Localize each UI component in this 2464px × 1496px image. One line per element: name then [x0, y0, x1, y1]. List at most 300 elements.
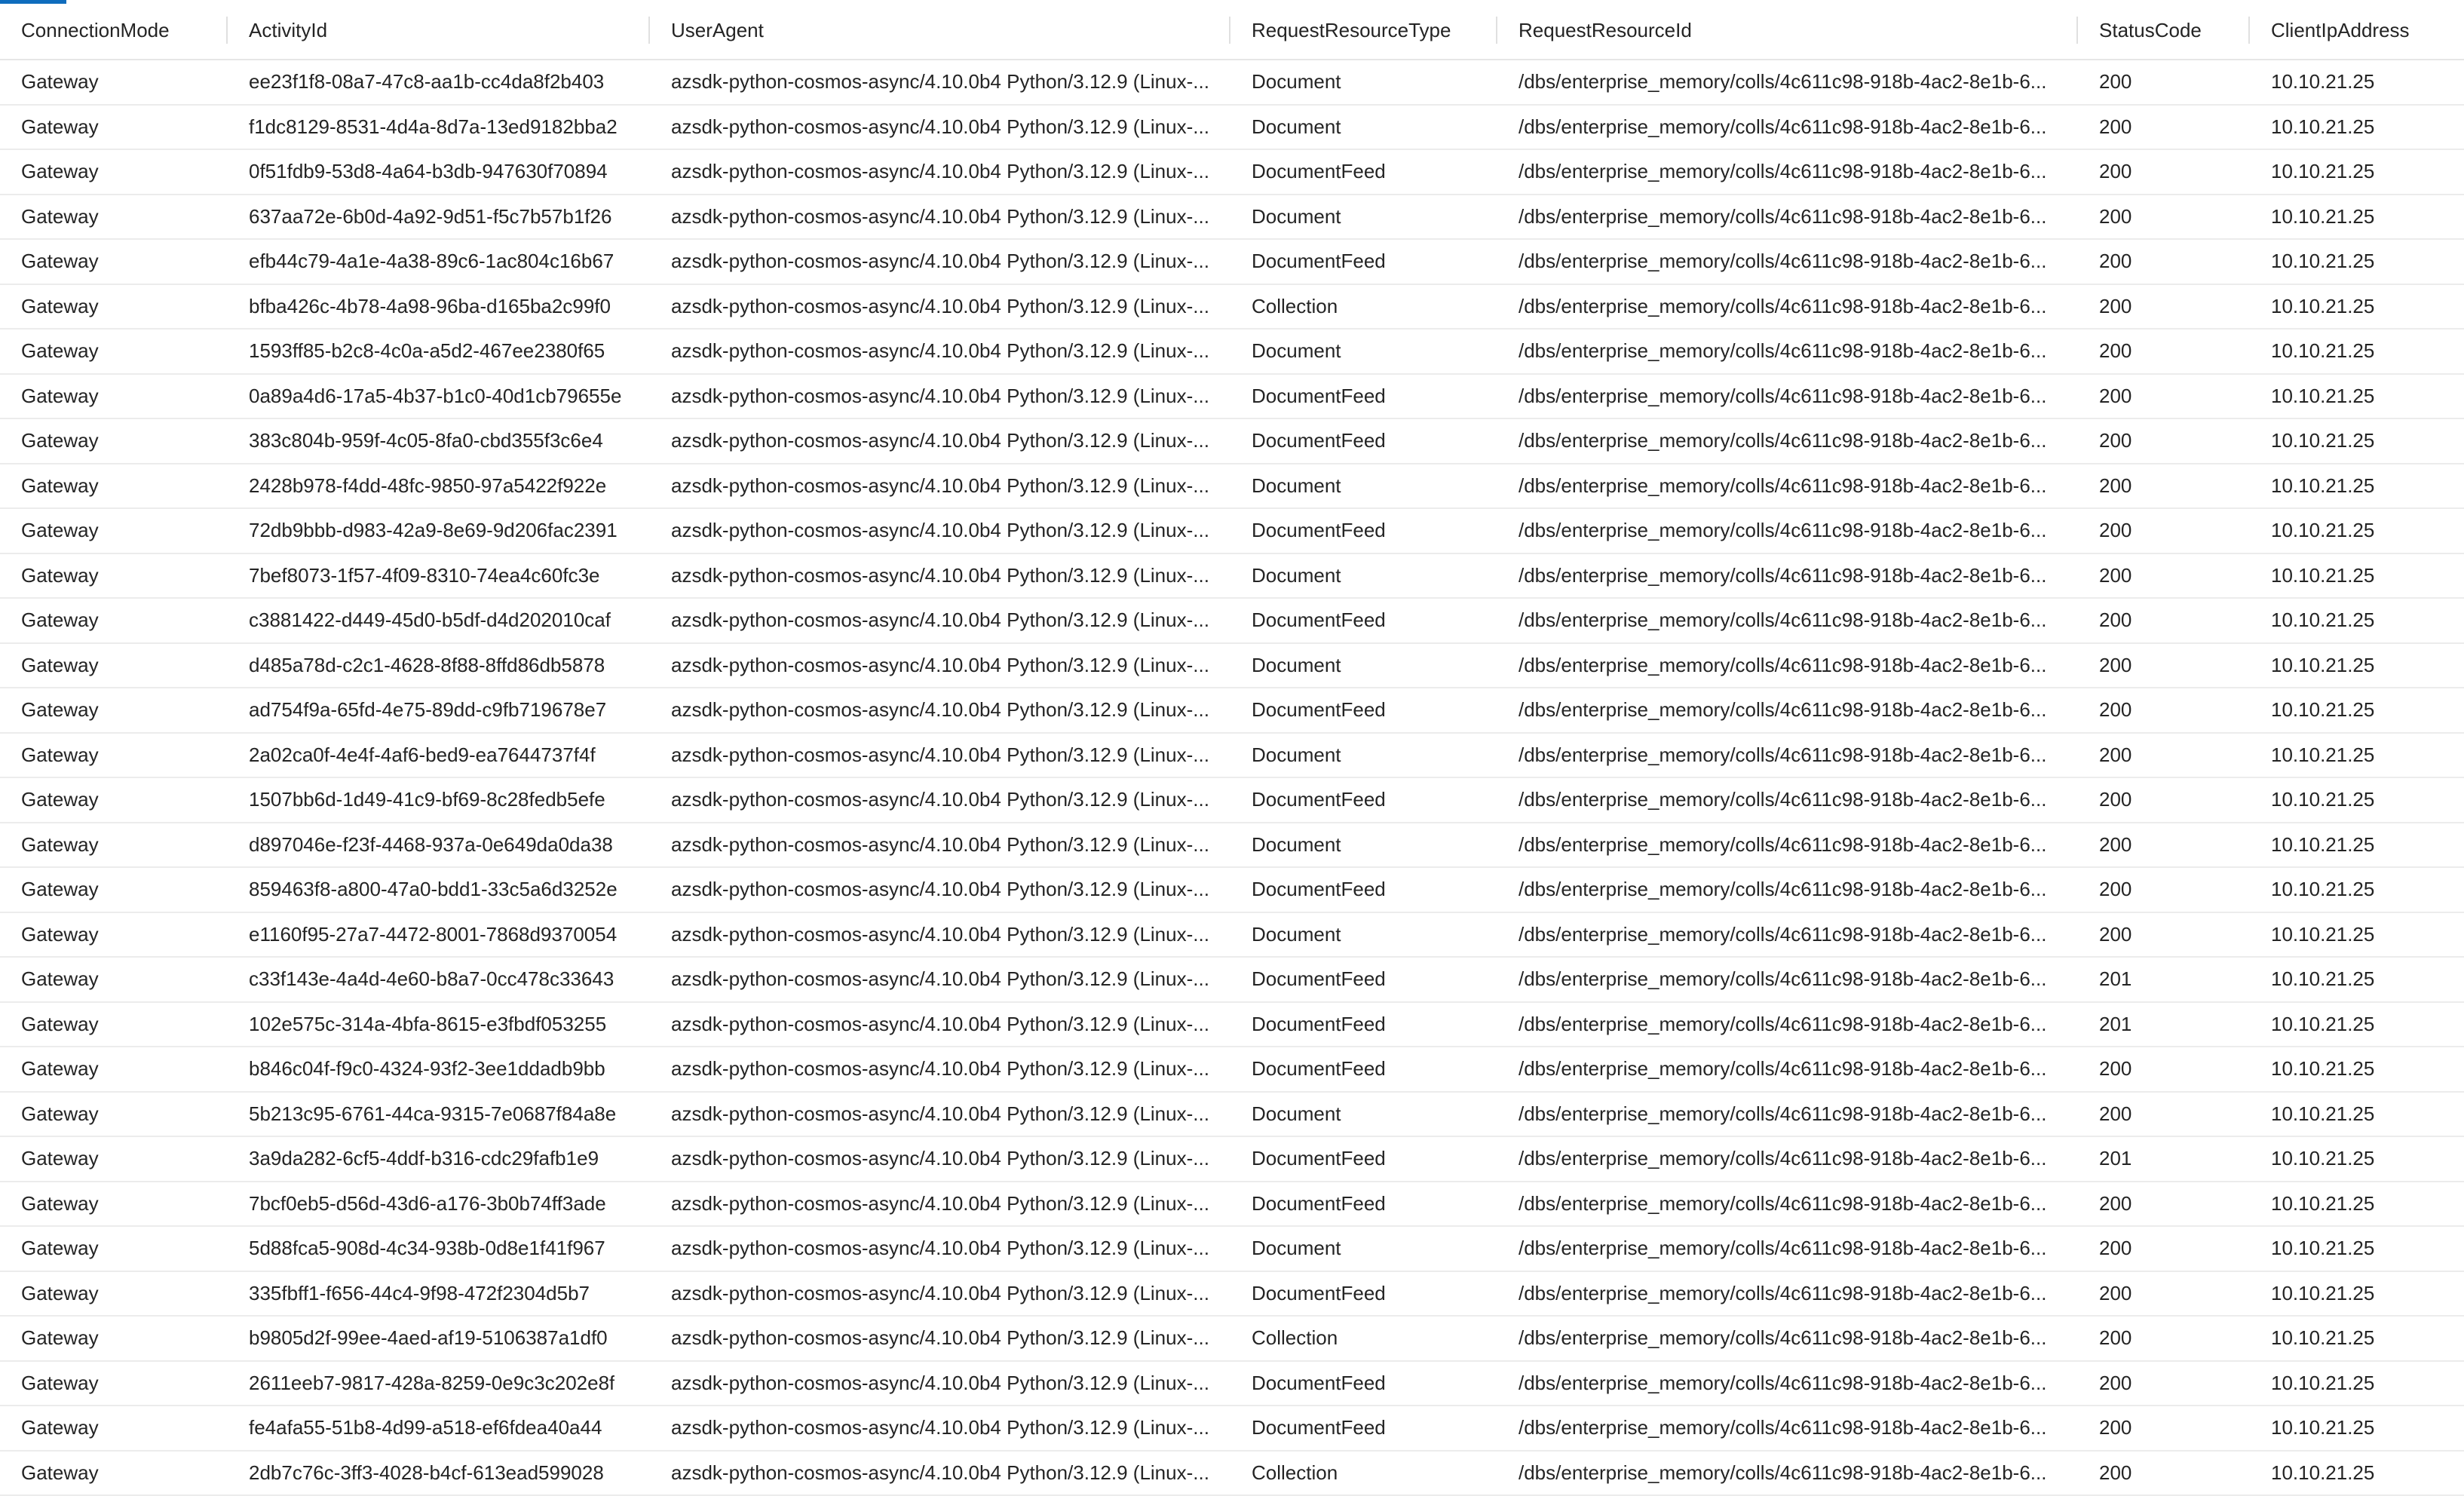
cell-request-resource-id[interactable]: [1497, 240, 2078, 284]
cell-status-code[interactable]: [2078, 60, 2250, 104]
cell-user-agent[interactable]: [650, 644, 1230, 688]
cell-connection-mode[interactable]: [0, 1406, 228, 1450]
table-row[interactable]: [0, 644, 2464, 689]
column-header-user-agent[interactable]: [650, 0, 1230, 59]
cell-status-code[interactable]: [2078, 150, 2250, 194]
cell-request-resource-id[interactable]: [1497, 1137, 2078, 1181]
cell-client-ip-address[interactable]: [2250, 1182, 2464, 1226]
cell-activity-id[interactable]: [228, 913, 650, 957]
cell-request-resource-type[interactable]: [1230, 599, 1497, 642]
table-row[interactable]: [0, 375, 2464, 420]
table-row[interactable]: [0, 240, 2464, 285]
cell-request-resource-type[interactable]: [1230, 1182, 1497, 1226]
cell-user-agent[interactable]: [650, 599, 1230, 642]
cell-status-code[interactable]: [2078, 958, 2250, 1001]
cell-request-resource-id[interactable]: [1497, 1093, 2078, 1136]
cell-request-resource-id[interactable]: [1497, 195, 2078, 239]
cell-client-ip-address[interactable]: [2250, 913, 2464, 957]
cell-connection-mode[interactable]: [0, 509, 228, 553]
cell-status-code[interactable]: [2078, 778, 2250, 822]
cell-text: Document: [1252, 474, 1341, 498]
cell-request-resource-id[interactable]: [1497, 1362, 2078, 1406]
table-row[interactable]: [0, 1362, 2464, 1407]
cell-user-agent[interactable]: [650, 1093, 1230, 1136]
cell-request-resource-id[interactable]: [1497, 1227, 2078, 1271]
cell-activity-id[interactable]: [228, 1317, 650, 1360]
cell-connection-mode[interactable]: [0, 464, 228, 508]
cell-request-resource-type[interactable]: [1230, 1227, 1497, 1271]
cell-text: 200: [2099, 923, 2131, 946]
cell-request-resource-type[interactable]: [1230, 1452, 1497, 1495]
table-row[interactable]: [0, 285, 2464, 330]
cell-client-ip-address[interactable]: [2250, 419, 2464, 463]
cell-client-ip-address[interactable]: [2250, 1137, 2464, 1181]
cell-client-ip-address[interactable]: [2250, 60, 2464, 104]
cell-request-resource-id[interactable]: [1497, 464, 2078, 508]
cell-status-code[interactable]: [2078, 734, 2250, 777]
table-row[interactable]: [0, 688, 2464, 734]
cell-activity-id[interactable]: [228, 464, 650, 508]
cell-user-agent[interactable]: [650, 1272, 1230, 1316]
table-row[interactable]: [0, 60, 2464, 106]
cell-user-agent[interactable]: [650, 823, 1230, 867]
cell-client-ip-address[interactable]: [2250, 958, 2464, 1001]
cell-client-ip-address[interactable]: [2250, 734, 2464, 777]
cell-request-resource-type[interactable]: [1230, 150, 1497, 194]
cell-text: 2a02ca0f-4e4f-4af6-bed9-ea7644737f4f: [249, 743, 596, 767]
cell-status-code[interactable]: [2078, 1182, 2250, 1226]
cell-connection-mode[interactable]: [0, 375, 228, 418]
cell-activity-id[interactable]: [228, 1003, 650, 1047]
table-row[interactable]: [0, 1406, 2464, 1452]
cell-request-resource-type[interactable]: [1230, 823, 1497, 867]
cell-connection-mode[interactable]: [0, 1003, 228, 1047]
cell-request-resource-id[interactable]: [1497, 375, 2078, 418]
cell-text: DocumentFeed: [1252, 1416, 1386, 1439]
table-row[interactable]: [0, 1093, 2464, 1138]
cell-request-resource-type[interactable]: [1230, 913, 1497, 957]
cell-status-code[interactable]: [2078, 1317, 2250, 1360]
cell-activity-id[interactable]: [228, 150, 650, 194]
cell-user-agent[interactable]: [650, 1317, 1230, 1360]
cell-text: azsdk-python-cosmos-async/4.10.0b4 Python/3.12.9 (Linux-...: [671, 654, 1209, 677]
table-row[interactable]: [0, 1003, 2464, 1048]
table-row[interactable]: [0, 464, 2464, 510]
cell-activity-id[interactable]: [228, 644, 650, 688]
cell-activity-id[interactable]: [228, 375, 650, 418]
cell-status-code[interactable]: [2078, 688, 2250, 732]
cell-text: 10.10.21.25: [2271, 564, 2374, 587]
cell-request-resource-type[interactable]: [1230, 868, 1497, 912]
cell-request-resource-id[interactable]: [1497, 285, 2078, 329]
cell-user-agent[interactable]: [650, 734, 1230, 777]
cell-user-agent[interactable]: [650, 419, 1230, 463]
cell-status-code[interactable]: [2078, 1452, 2250, 1495]
cell-activity-id[interactable]: [228, 330, 650, 373]
cell-client-ip-address[interactable]: [2250, 1452, 2464, 1495]
cell-request-resource-type[interactable]: [1230, 419, 1497, 463]
cell-request-resource-id[interactable]: [1497, 1182, 2078, 1226]
cell-client-ip-address[interactable]: [2250, 868, 2464, 912]
cell-text: b9805d2f-99ee-4aed-af19-5106387a1df0: [249, 1326, 608, 1350]
cell-request-resource-id[interactable]: [1497, 1047, 2078, 1091]
column-header-request-resource-id[interactable]: [1497, 0, 2078, 59]
cell-connection-mode[interactable]: [0, 734, 228, 777]
cell-request-resource-id[interactable]: [1497, 1317, 2078, 1360]
cell-connection-mode[interactable]: [0, 1093, 228, 1136]
cell-client-ip-address[interactable]: [2250, 240, 2464, 284]
cell-status-code[interactable]: [2078, 509, 2250, 553]
cell-request-resource-type[interactable]: [1230, 554, 1497, 598]
cell-client-ip-address[interactable]: [2250, 150, 2464, 194]
cell-connection-mode[interactable]: [0, 150, 228, 194]
cell-request-resource-id[interactable]: [1497, 554, 2078, 598]
cell-request-resource-type[interactable]: [1230, 734, 1497, 777]
cell-text: 10.10.21.25: [2271, 519, 2374, 542]
cell-user-agent[interactable]: [650, 375, 1230, 418]
cell-request-resource-type[interactable]: [1230, 240, 1497, 284]
cell-text: 10.10.21.25: [2271, 1057, 2374, 1081]
cell-request-resource-type[interactable]: [1230, 1093, 1497, 1136]
cell-text: 10.10.21.25: [2271, 698, 2374, 722]
cell-request-resource-id[interactable]: [1497, 1406, 2078, 1450]
cell-status-code[interactable]: [2078, 330, 2250, 373]
cell-text: Gateway: [21, 1326, 99, 1350]
cell-activity-id[interactable]: [228, 1272, 650, 1316]
cell-request-resource-type[interactable]: [1230, 1362, 1497, 1406]
cell-request-resource-type[interactable]: [1230, 285, 1497, 329]
cell-request-resource-type[interactable]: [1230, 375, 1497, 418]
cell-text: /dbs/enterprise_memory/colls/4c611c98-918b-4ac2-8e1b-6...: [1519, 250, 2046, 273]
cell-status-code[interactable]: [2078, 554, 2250, 598]
cell-user-agent[interactable]: [650, 240, 1230, 284]
cell-user-agent[interactable]: [650, 195, 1230, 239]
cell-request-resource-id[interactable]: [1497, 1272, 2078, 1316]
table-row[interactable]: [0, 958, 2464, 1003]
cell-request-resource-type[interactable]: [1230, 60, 1497, 104]
column-header-label: ClientIpAddress: [2271, 19, 2410, 41]
cell-connection-mode[interactable]: [0, 599, 228, 642]
cell-status-code[interactable]: [2078, 1137, 2250, 1181]
cell-request-resource-type[interactable]: [1230, 1317, 1497, 1360]
cell-request-resource-type[interactable]: [1230, 1137, 1497, 1181]
cell-connection-mode[interactable]: [0, 419, 228, 463]
cell-connection-mode[interactable]: [0, 958, 228, 1001]
cell-request-resource-type[interactable]: [1230, 464, 1497, 508]
cell-user-agent[interactable]: [650, 285, 1230, 329]
cell-request-resource-id[interactable]: [1497, 330, 2078, 373]
cell-user-agent[interactable]: [650, 509, 1230, 553]
cell-connection-mode[interactable]: [0, 1047, 228, 1091]
cell-text: Gateway: [21, 654, 99, 677]
cell-user-agent[interactable]: [650, 778, 1230, 822]
table-row[interactable]: [0, 330, 2464, 375]
cell-activity-id[interactable]: [228, 688, 650, 732]
cell-client-ip-address[interactable]: [2250, 823, 2464, 867]
cell-text: /dbs/enterprise_memory/colls/4c611c98-918b-4ac2-8e1b-6...: [1519, 1282, 2046, 1305]
cell-client-ip-address[interactable]: [2250, 1317, 2464, 1360]
cell-connection-mode[interactable]: [0, 554, 228, 598]
cell-activity-id[interactable]: [228, 823, 650, 867]
cell-user-agent[interactable]: [650, 868, 1230, 912]
cell-text: 2611eeb7-9817-428a-8259-0e9c3c202e8f: [249, 1372, 614, 1395]
table-row[interactable]: [0, 554, 2464, 599]
cell-connection-mode[interactable]: [0, 823, 228, 867]
cell-user-agent[interactable]: [650, 464, 1230, 508]
cell-client-ip-address[interactable]: [2250, 464, 2464, 508]
cell-client-ip-address[interactable]: [2250, 1003, 2464, 1047]
table-row[interactable]: [0, 419, 2464, 464]
cell-activity-id[interactable]: [228, 1047, 650, 1091]
cell-activity-id[interactable]: [228, 599, 650, 642]
cell-request-resource-type[interactable]: [1230, 1003, 1497, 1047]
cell-request-resource-type[interactable]: [1230, 778, 1497, 822]
cell-text: azsdk-python-cosmos-async/4.10.0b4 Python/3.12.9 (Linux-...: [671, 295, 1209, 318]
cell-user-agent[interactable]: [650, 1452, 1230, 1495]
cell-text: /dbs/enterprise_memory/colls/4c611c98-918b-4ac2-8e1b-6...: [1519, 923, 2046, 946]
cell-activity-id[interactable]: [228, 1182, 650, 1226]
cell-text: azsdk-python-cosmos-async/4.10.0b4 Python/3.12.9 (Linux-...: [671, 923, 1209, 946]
cell-request-resource-type[interactable]: [1230, 644, 1497, 688]
cell-activity-id[interactable]: [228, 868, 650, 912]
cell-client-ip-address[interactable]: [2250, 1406, 2464, 1450]
cell-client-ip-address[interactable]: [2250, 599, 2464, 642]
table-row[interactable]: [0, 1137, 2464, 1182]
cell-text: /dbs/enterprise_memory/colls/4c611c98-918b-4ac2-8e1b-6...: [1519, 1237, 2046, 1260]
cell-request-resource-type[interactable]: [1230, 195, 1497, 239]
cell-user-agent[interactable]: [650, 1227, 1230, 1271]
column-header-request-resource-type[interactable]: [1230, 0, 1497, 59]
cell-request-resource-type[interactable]: [1230, 509, 1497, 553]
cell-activity-id[interactable]: [228, 240, 650, 284]
cell-text: 10.10.21.25: [2271, 250, 2374, 273]
cell-activity-id[interactable]: [228, 106, 650, 149]
cell-status-code[interactable]: [2078, 599, 2250, 642]
table-row[interactable]: [0, 778, 2464, 823]
cell-request-resource-id[interactable]: [1497, 644, 2078, 688]
table-row[interactable]: [0, 1227, 2464, 1272]
cell-status-code[interactable]: [2078, 419, 2250, 463]
cell-user-agent[interactable]: [650, 150, 1230, 194]
cell-user-agent[interactable]: [650, 1047, 1230, 1091]
cell-client-ip-address[interactable]: [2250, 1272, 2464, 1316]
cell-request-resource-id[interactable]: [1497, 60, 2078, 104]
cell-text: 10.10.21.25: [2271, 474, 2374, 498]
column-header-activity-id[interactable]: [228, 0, 650, 59]
cell-connection-mode[interactable]: [0, 240, 228, 284]
cell-request-resource-type[interactable]: [1230, 958, 1497, 1001]
cell-request-resource-type[interactable]: [1230, 688, 1497, 732]
cell-request-resource-type[interactable]: [1230, 106, 1497, 149]
cell-text: /dbs/enterprise_memory/colls/4c611c98-918b-4ac2-8e1b-6...: [1519, 295, 2046, 318]
cell-client-ip-address[interactable]: [2250, 644, 2464, 688]
cell-connection-mode[interactable]: [0, 106, 228, 149]
cell-text: Gateway: [21, 923, 99, 946]
cell-request-resource-type[interactable]: [1230, 1406, 1497, 1450]
cell-connection-mode[interactable]: [0, 285, 228, 329]
column-header-client-ip-address[interactable]: [2250, 0, 2464, 59]
table-row[interactable]: [0, 1272, 2464, 1317]
cell-connection-mode[interactable]: [0, 330, 228, 373]
cell-status-code[interactable]: [2078, 868, 2250, 912]
table-row[interactable]: [0, 1047, 2464, 1093]
cell-activity-id[interactable]: [228, 285, 650, 329]
cell-status-code[interactable]: [2078, 1406, 2250, 1450]
cell-activity-id[interactable]: [228, 1406, 650, 1450]
cell-user-agent[interactable]: [650, 958, 1230, 1001]
cell-client-ip-address[interactable]: [2250, 554, 2464, 598]
cell-status-code[interactable]: [2078, 1272, 2250, 1316]
cell-status-code[interactable]: [2078, 285, 2250, 329]
cell-text: DocumentFeed: [1252, 698, 1386, 722]
cell-user-agent[interactable]: [650, 688, 1230, 732]
cell-status-code[interactable]: [2078, 106, 2250, 149]
cell-connection-mode[interactable]: [0, 688, 228, 732]
cell-activity-id[interactable]: [228, 1452, 650, 1495]
cell-status-code[interactable]: [2078, 1003, 2250, 1047]
cell-request-resource-id[interactable]: [1497, 509, 2078, 553]
cell-text: /dbs/enterprise_memory/colls/4c611c98-918b-4ac2-8e1b-6...: [1519, 1102, 2046, 1126]
cell-status-code[interactable]: [2078, 913, 2250, 957]
cell-status-code[interactable]: [2078, 375, 2250, 418]
column-header-connection-mode[interactable]: [0, 0, 228, 59]
cell-client-ip-address[interactable]: [2250, 1227, 2464, 1271]
cell-activity-id[interactable]: [228, 419, 650, 463]
cell-text: 10.10.21.25: [2271, 878, 2374, 901]
table-row[interactable]: [0, 1452, 2464, 1496]
cell-connection-mode[interactable]: [0, 778, 228, 822]
table-row[interactable]: [0, 599, 2464, 644]
cell-user-agent[interactable]: [650, 60, 1230, 104]
cell-connection-mode[interactable]: [0, 60, 228, 104]
cell-connection-mode[interactable]: [0, 1137, 228, 1181]
cell-connection-mode[interactable]: [0, 1317, 228, 1360]
cell-request-resource-id[interactable]: [1497, 106, 2078, 149]
cell-user-agent[interactable]: [650, 1182, 1230, 1226]
cell-user-agent[interactable]: [650, 1406, 1230, 1450]
cell-request-resource-type[interactable]: [1230, 330, 1497, 373]
cell-connection-mode[interactable]: [0, 1227, 228, 1271]
cell-user-agent[interactable]: [650, 1362, 1230, 1406]
cell-text: DocumentFeed: [1252, 967, 1386, 991]
cell-text: Collection: [1252, 1461, 1338, 1485]
cell-status-code[interactable]: [2078, 1047, 2250, 1091]
table-row[interactable]: [0, 868, 2464, 913]
cell-activity-id[interactable]: [228, 509, 650, 553]
cell-text: /dbs/enterprise_memory/colls/4c611c98-918b-4ac2-8e1b-6...: [1519, 878, 2046, 901]
table-row[interactable]: [0, 195, 2464, 241]
cell-client-ip-address[interactable]: [2250, 285, 2464, 329]
cell-text: 10.10.21.25: [2271, 1372, 2374, 1395]
cell-activity-id[interactable]: [228, 195, 650, 239]
cell-request-resource-id[interactable]: [1497, 823, 2078, 867]
cell-request-resource-id[interactable]: [1497, 958, 2078, 1001]
cell-activity-id[interactable]: [228, 60, 650, 104]
cell-status-code[interactable]: [2078, 1227, 2250, 1271]
cell-connection-mode[interactable]: [0, 195, 228, 239]
cell-status-code[interactable]: [2078, 1093, 2250, 1136]
cell-text: Gateway: [21, 967, 99, 991]
cell-request-resource-id[interactable]: [1497, 1003, 2078, 1047]
cell-connection-mode[interactable]: [0, 1272, 228, 1316]
table-row[interactable]: [0, 1182, 2464, 1228]
cell-client-ip-address[interactable]: [2250, 330, 2464, 373]
cell-client-ip-address[interactable]: [2250, 509, 2464, 553]
cell-text: azsdk-python-cosmos-async/4.10.0b4 Python/3.12.9 (Linux-...: [671, 1192, 1209, 1216]
cell-client-ip-address[interactable]: [2250, 1362, 2464, 1406]
cell-client-ip-address[interactable]: [2250, 375, 2464, 418]
cell-activity-id[interactable]: [228, 1362, 650, 1406]
cell-status-code[interactable]: [2078, 195, 2250, 239]
cell-text: azsdk-python-cosmos-async/4.10.0b4 Python/3.12.9 (Linux-...: [671, 1416, 1209, 1439]
cell-client-ip-address[interactable]: [2250, 195, 2464, 239]
cell-client-ip-address[interactable]: [2250, 1047, 2464, 1091]
cell-user-agent[interactable]: [650, 913, 1230, 957]
cell-request-resource-id[interactable]: [1497, 778, 2078, 822]
cell-client-ip-address[interactable]: [2250, 1093, 2464, 1136]
cell-request-resource-id[interactable]: [1497, 688, 2078, 732]
cell-request-resource-id[interactable]: [1497, 734, 2078, 777]
table-row[interactable]: [0, 913, 2464, 958]
cell-status-code[interactable]: [2078, 464, 2250, 508]
cell-activity-id[interactable]: [228, 1093, 650, 1136]
cell-request-resource-id[interactable]: [1497, 150, 2078, 194]
cell-connection-mode[interactable]: [0, 1452, 228, 1495]
table-row[interactable]: [0, 1317, 2464, 1362]
cell-activity-id[interactable]: [228, 778, 650, 822]
table-row[interactable]: [0, 734, 2464, 779]
cell-client-ip-address[interactable]: [2250, 106, 2464, 149]
cell-request-resource-type[interactable]: [1230, 1272, 1497, 1316]
cell-text: 383c804b-959f-4c05-8fa0-cbd355f3c6e4: [249, 429, 603, 452]
cell-connection-mode[interactable]: [0, 913, 228, 957]
table-row[interactable]: [0, 106, 2464, 151]
column-header-status-code[interactable]: [2078, 0, 2250, 59]
cell-status-code[interactable]: [2078, 1362, 2250, 1406]
cell-connection-mode[interactable]: [0, 868, 228, 912]
cell-status-code[interactable]: [2078, 644, 2250, 688]
cell-activity-id[interactable]: [228, 734, 650, 777]
cell-status-code[interactable]: [2078, 823, 2250, 867]
cell-user-agent[interactable]: [650, 1137, 1230, 1181]
cell-request-resource-id[interactable]: [1497, 599, 2078, 642]
cell-request-resource-type[interactable]: [1230, 1047, 1497, 1091]
cell-request-resource-id[interactable]: [1497, 868, 2078, 912]
table-row[interactable]: [0, 150, 2464, 195]
cell-user-agent[interactable]: [650, 330, 1230, 373]
column-header-label: RequestResourceType: [1252, 19, 1451, 41]
cell-user-agent[interactable]: [650, 106, 1230, 149]
cell-activity-id[interactable]: [228, 554, 650, 598]
cell-activity-id[interactable]: [228, 958, 650, 1001]
cell-connection-mode[interactable]: [0, 1362, 228, 1406]
cell-connection-mode[interactable]: [0, 1182, 228, 1226]
cell-request-resource-id[interactable]: [1497, 419, 2078, 463]
cell-client-ip-address[interactable]: [2250, 688, 2464, 732]
cell-connection-mode[interactable]: [0, 644, 228, 688]
table-row[interactable]: [0, 509, 2464, 554]
cell-request-resource-id[interactable]: [1497, 1452, 2078, 1495]
table-row[interactable]: [0, 823, 2464, 869]
cell-activity-id[interactable]: [228, 1227, 650, 1271]
cell-status-code[interactable]: [2078, 240, 2250, 284]
cell-client-ip-address[interactable]: [2250, 778, 2464, 822]
cell-request-resource-id[interactable]: [1497, 913, 2078, 957]
cell-text: Gateway: [21, 1416, 99, 1439]
cell-user-agent[interactable]: [650, 554, 1230, 598]
cell-activity-id[interactable]: [228, 1137, 650, 1181]
cell-user-agent[interactable]: [650, 1003, 1230, 1047]
